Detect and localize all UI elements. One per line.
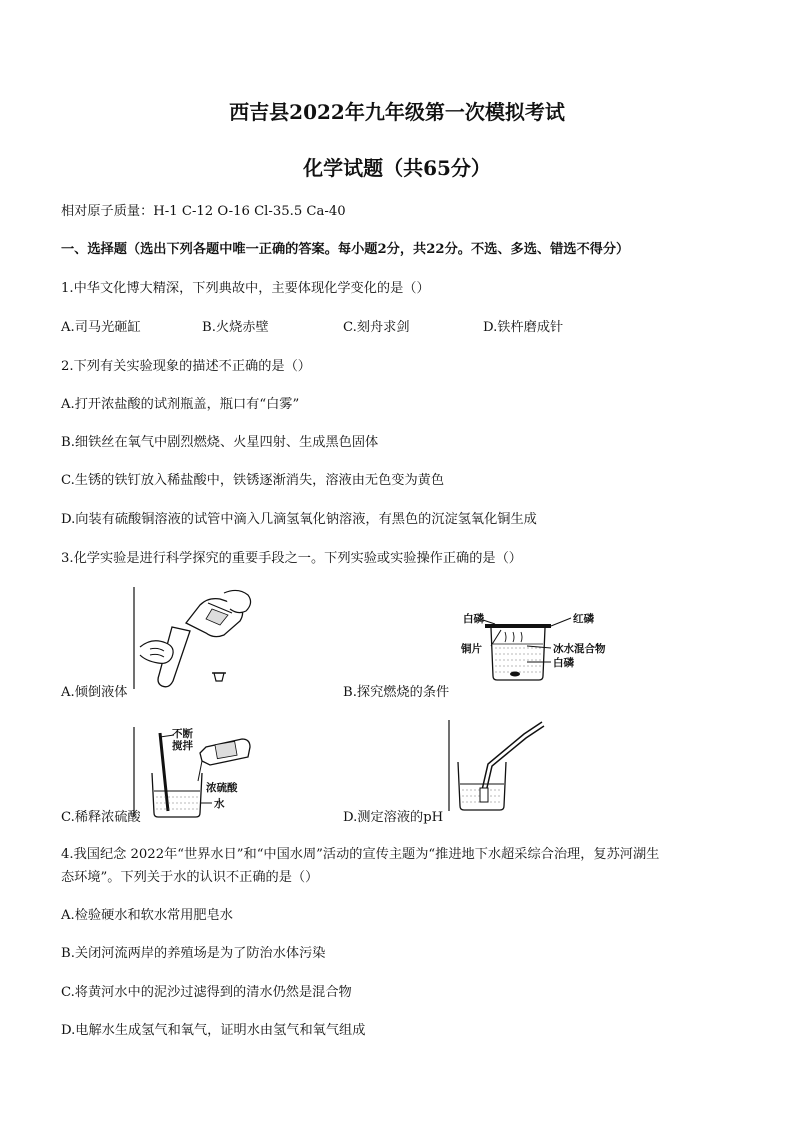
q3-option-b: B.探究燃烧的条件 — [343, 685, 450, 700]
figure-measuring-ph — [446, 718, 561, 813]
exam-subtitle: 化学试题（共65分） — [303, 156, 491, 180]
label-conc-acid: 浓硫酸 — [206, 782, 238, 794]
q1-option-d: D.铁杵磨成针 — [483, 320, 564, 335]
q3-option-d: D.测定溶液的pH — [343, 810, 444, 825]
q2-option-c: C.生锈的铁钉放入稀盐酸中，铁锈逐渐消失，溶液由无色变为黄色 — [61, 473, 445, 488]
q1-option-b: B.火烧赤壁 — [202, 320, 269, 335]
label-red-phosphorus: 红磷 — [573, 613, 594, 625]
label-stir-1: 不断 — [172, 728, 193, 740]
label-copper-sheet: 铜片 — [461, 643, 482, 655]
q4-option-b: B.关闭河流两岸的养殖场是为了防治水体污染 — [61, 946, 326, 961]
q2-option-b: B.细铁丝在氧气中剧烈燃烧、火星四射、生成黑色固体 — [61, 435, 379, 450]
exam-title: 西吉县2022年九年级第一次模拟考试 — [229, 100, 565, 124]
q2-stem: 2.下列有关实验现象的描述不正确的是（） — [61, 359, 311, 374]
label-water: 水 — [214, 798, 225, 810]
q2-option-a: A.打开浓盐酸的试剂瓶盖，瓶口有“白雾” — [61, 397, 300, 412]
label-white-phosphorus: 白磷 — [463, 613, 484, 625]
atomic-masses: 相对原子质量：H-1 C-12 O-16 Cl-35.5 Ca-40 — [61, 204, 346, 219]
q1-stem: 1.中华文化博大精深，下列典故中，主要体现化学变化的是（） — [61, 281, 430, 296]
figure-combustion-conditions — [455, 608, 625, 683]
q4-option-c: C.将黄河水中的泥沙过滤得到的清水仍然是混合物 — [61, 985, 352, 1000]
q4-option-d: D.电解水生成氢气和氧气，证明水由氢气和氧气组成 — [61, 1023, 366, 1038]
q3-stem: 3.化学实验是进行科学探究的重要手段之一。下列实验或实验操作正确的是（） — [61, 551, 522, 566]
q1-option-c: C.刻舟求剑 — [343, 320, 410, 335]
q2-option-d: D.向装有硫酸铜溶液的试管中滴入几滴氢氧化钠溶液，有黑色的沉淀氢氧化铜生成 — [61, 512, 537, 527]
figure-pouring-liquid — [128, 585, 258, 690]
q1-option-a: A.司马光砸缸 — [61, 320, 141, 335]
q3-option-a: A.倾倒液体 — [61, 685, 128, 700]
q4-option-a: A.检验硬水和软水常用肥皂水 — [61, 908, 233, 923]
q3-option-c: C.稀释浓硫酸 — [61, 810, 141, 825]
q4-stem-line2: 态环境”。下列关于水的认识不正确的是（） — [61, 870, 319, 885]
section-heading: 一、选择题（选出下列各题中唯一正确的答案。每小题2分，共22分。不选、多选、错选不得分） — [61, 242, 630, 257]
label-ice-water: 冰水混合物 — [553, 643, 606, 655]
q4-stem-line1: 4.我国纪念 2022年“世界水日”和“中国水周”活动的宣传主题为“推进地下水超采综合治理，复苏河湖生 — [61, 847, 660, 862]
label-stir-2: 搅拌 — [172, 740, 193, 752]
label-white-phosphorus-2: 白磷 — [553, 657, 574, 669]
figure-diluting-acid — [130, 725, 255, 820]
